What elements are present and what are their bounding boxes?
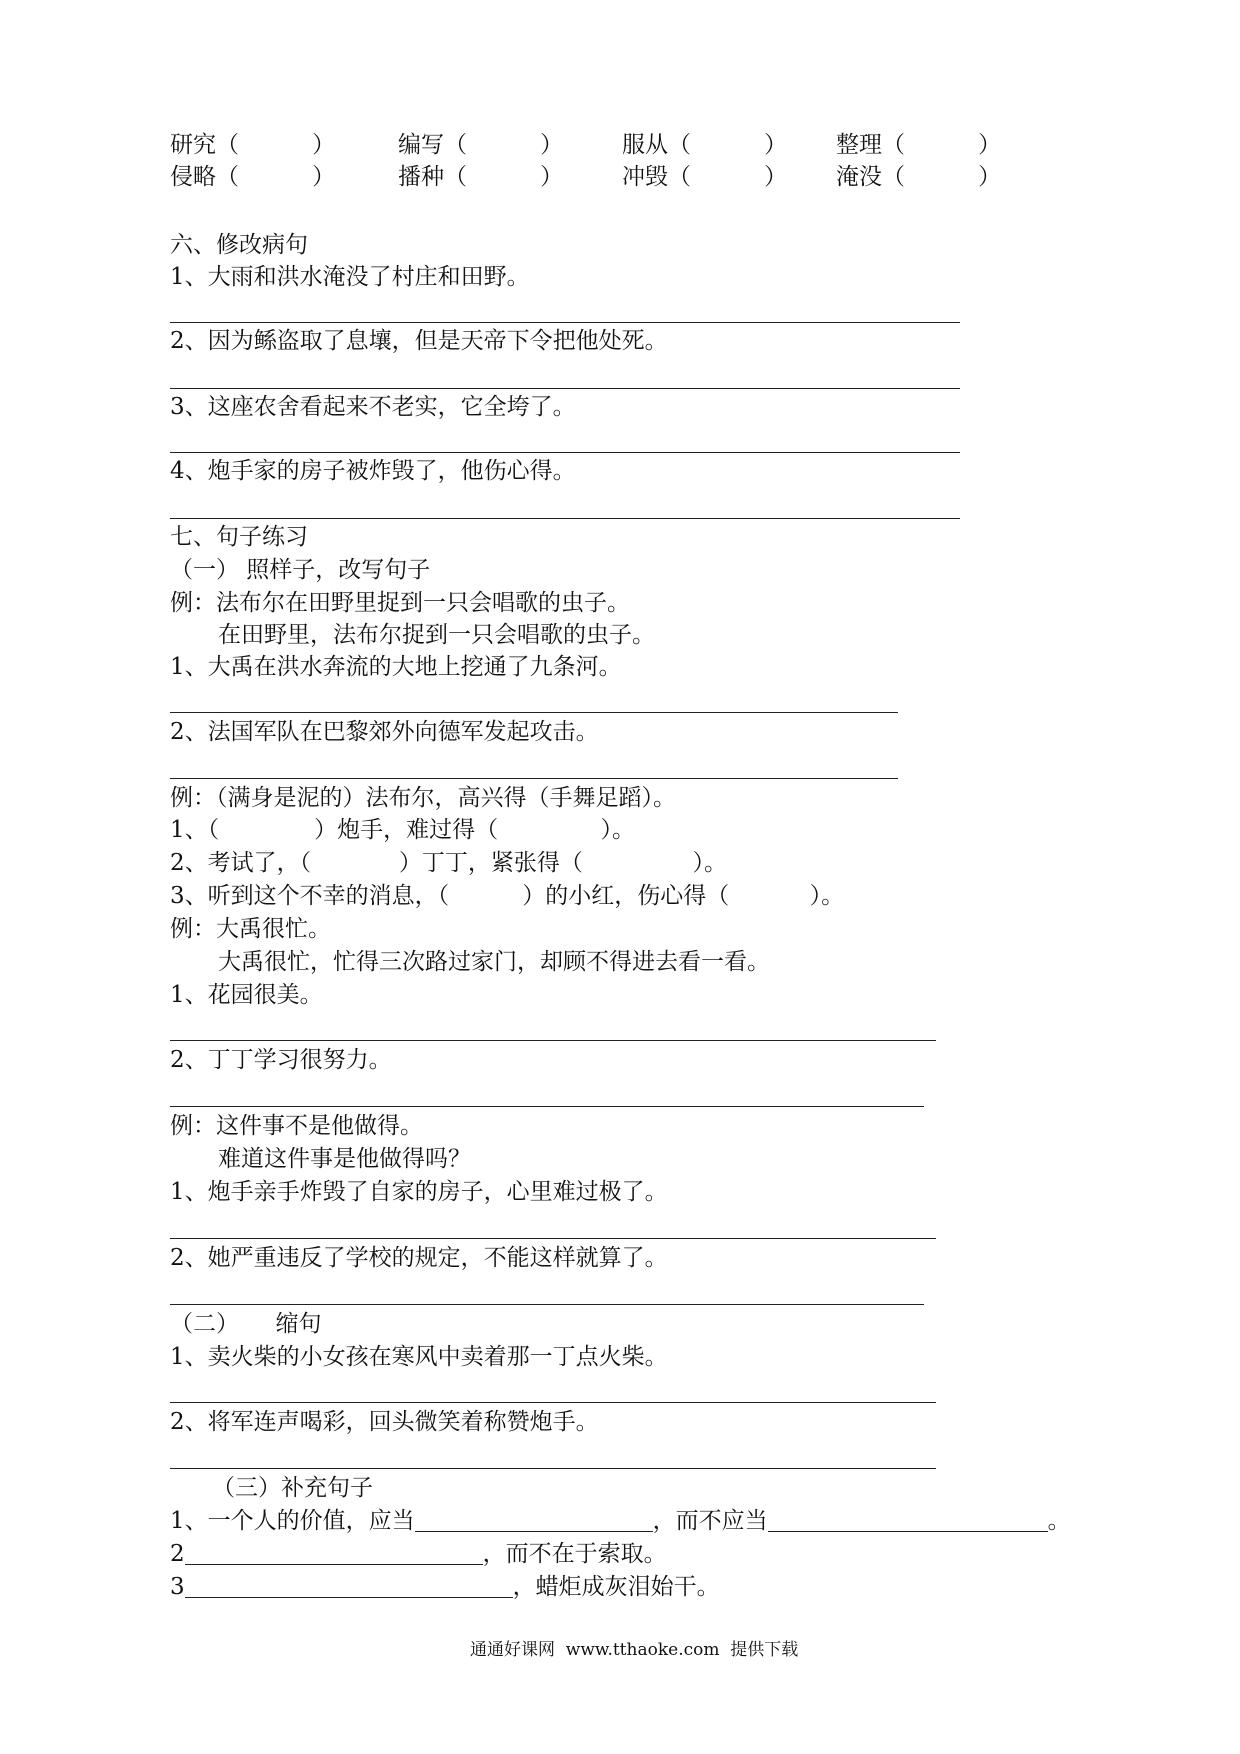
section-six-heading: 六、修改病句 [170, 232, 308, 258]
complete-item-3: 3 ，蜡炬成灰泪始干。 [170, 1574, 720, 1600]
rewrite-item-2: 2、法国军队在巴黎郊外向德军发起攻击。 [170, 719, 599, 745]
answer-line [170, 1106, 924, 1107]
answer-line [170, 1040, 936, 1041]
shorten-item-2: 2、将军连声喝彩，回头微笑着称赞炮手。 [170, 1409, 599, 1435]
fill-item-1: 1、（ ）炮手，难过得（ ）。 [170, 817, 636, 843]
expand-item-2: 2、丁丁学习很努力。 [170, 1047, 392, 1073]
part-two-heading: （二） 缩句 [170, 1311, 322, 1337]
complete-item-2: 2 ，而不在于索取。 [170, 1541, 667, 1567]
part-three-heading: （三）补充句子 [212, 1475, 373, 1501]
word-item-chonghui: 冲毁（ ） [622, 164, 788, 190]
answer-line [170, 388, 960, 389]
answer-line [170, 778, 898, 779]
example-3-original: 例：大禹很忙。 [170, 916, 331, 942]
fill-blank [185, 1575, 513, 1598]
section-six-item-4: 4、炮手家的房子被炸毁了，他伤心得。 [170, 458, 576, 484]
answer-line [170, 1468, 936, 1469]
footer-source: 通通好课网 www.tthaoke.com 提供下载 [470, 1640, 799, 1660]
answer-line [170, 1238, 936, 1239]
rewrite-item-1: 1、大禹在洪水奔流的大地上挖通了九条河。 [170, 654, 622, 680]
word-item-bianxie: 编写（ ） [398, 132, 564, 158]
fill-item-3: 3、听到这个不幸的消息，（ ）的小红，伤心得（ ）。 [170, 883, 845, 909]
example-2: 例：（满身是泥的）法布尔，高兴得（手舞足蹈）。 [170, 785, 676, 811]
section-six-item-3: 3、这座农舍看起来不老实，它全垮了。 [170, 394, 576, 420]
answer-line [170, 322, 960, 323]
example-1-original: 例：法布尔在田野里捉到一只会唱歌的虫子。 [170, 590, 630, 616]
fill-blank [415, 1509, 653, 1532]
section-six-item-1: 1、大雨和洪水淹没了村庄和田野。 [170, 264, 530, 290]
answer-line [170, 452, 960, 453]
example-3-rewritten: 大禹很忙，忙得三次路过家门，却顾不得进去看一看。 [218, 949, 770, 975]
word-item-qinlue: 侵略（ ） [170, 164, 336, 190]
part-one-heading: （一） 照样子，改写句子 [170, 557, 431, 583]
word-item-fucong: 服从（ ） [622, 132, 788, 158]
example-4-rewritten: 难道这件事是他做得吗？ [218, 1146, 471, 1172]
rhetorical-item-1: 1、炮手亲手炸毁了自家的房子，心里难过极了。 [170, 1179, 668, 1205]
complete-item-1: 1、一个人的价值，应当 ，而不应当 。 [170, 1508, 1071, 1534]
section-six-item-2: 2、因为鲧盗取了息壤，但是天帝下令把他处死。 [170, 328, 668, 354]
rhetorical-item-2: 2、她严重违反了学校的规定，不能这样就算了。 [170, 1245, 668, 1271]
word-item-yanjiu: 研究（ ） [170, 132, 336, 158]
fill-blank [185, 1542, 483, 1565]
section-seven-heading: 七、句子练习 [170, 524, 308, 550]
word-item-yanmo: 淹没（ ） [836, 164, 1002, 190]
fill-blank [768, 1509, 1048, 1532]
answer-line [170, 712, 898, 713]
example-4-original: 例：这件事不是他做得。 [170, 1113, 423, 1139]
answer-line [170, 1402, 936, 1403]
expand-item-1: 1、花园很美。 [170, 982, 323, 1008]
example-1-rewritten: 在田野里，法布尔捉到一只会唱歌的虫子。 [218, 622, 655, 648]
answer-line [170, 518, 960, 519]
shorten-item-1: 1、卖火柴的小女孩在寒风中卖着那一丁点火柴。 [170, 1344, 668, 1370]
answer-line [170, 1304, 924, 1305]
fill-item-2: 2、考试了，（ ）丁丁，紧张得（ ）。 [170, 850, 728, 876]
word-item-zhengli: 整理（ ） [836, 132, 1002, 158]
word-item-bozhong: 播种（ ） [398, 164, 564, 190]
